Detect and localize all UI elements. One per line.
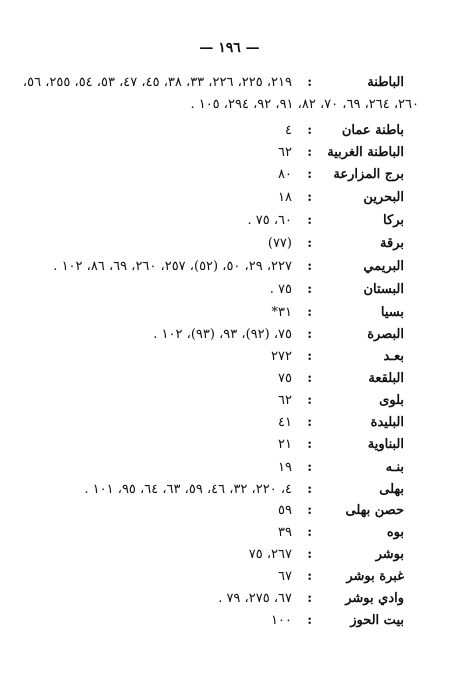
entry-term: برقة <box>380 236 404 251</box>
entry-term: البريمي <box>363 259 404 274</box>
entry-colon: : <box>307 305 312 320</box>
entry-pages: ٤ <box>285 123 292 138</box>
entry-term: بعـد <box>383 349 404 364</box>
entry-term: البحرين <box>363 190 404 205</box>
entry-colon: : <box>307 437 312 452</box>
entry-pages: ٢٧٢ <box>271 349 292 364</box>
entry-term: برج المزارعة <box>333 167 404 182</box>
entry-continuation: ٢٦٠، ٢٦٤، ٦٩، ٧٠، ٨٢، ٩١، ٩٢، ٢٩٤، ١٠٥ . <box>190 97 419 112</box>
entry-pages: ٦٢ <box>278 393 292 408</box>
entry-pages: ٧٥ . <box>269 282 292 297</box>
entry-pages: ١٨ <box>278 190 292 205</box>
entry-colon: : <box>307 236 312 251</box>
entry-term: الباطنة <box>367 75 404 90</box>
entry-term: البصرة <box>367 327 404 342</box>
entry-colon: : <box>307 547 312 562</box>
entry-term: وادي بوشر <box>345 591 404 606</box>
entry-pages: ٢٢٧، ٢٩، ٥٠، (٥٢)، ٢٥٧، ٢٦٠، ٦٩، ٨٦، ١٠٢ . <box>53 259 292 274</box>
entry-pages: ٣٩ <box>278 525 292 540</box>
entry-term: بوشر <box>375 547 404 562</box>
entry-pages: ١٠٠ <box>271 613 292 628</box>
entry-colon: : <box>307 349 312 364</box>
entry-term: بسيا <box>380 305 404 320</box>
entry-pages: ٦٧ <box>278 569 292 584</box>
entry-colon: : <box>307 591 312 606</box>
entry-colon: : <box>307 327 312 342</box>
entry-colon: : <box>307 525 312 540</box>
entry-pages: ٣١* <box>271 305 292 320</box>
entry-term: بوه <box>386 525 404 540</box>
entry-colon: : <box>307 259 312 274</box>
entry-colon: : <box>307 482 312 497</box>
entry-colon: : <box>307 569 312 584</box>
entry-colon: : <box>307 371 312 386</box>
entry-colon: : <box>307 213 312 228</box>
entry-term: البلقعة <box>368 371 404 386</box>
entry-colon: : <box>307 190 312 205</box>
entry-term: بيت الحوز <box>350 613 404 628</box>
entry-colon: : <box>307 613 312 628</box>
entry-colon: : <box>307 123 312 138</box>
entry-term: باطنة عمان <box>341 123 404 138</box>
entry-pages: ٧٥ <box>278 371 292 386</box>
entry-term: بنـه <box>385 460 404 475</box>
entry-colon: : <box>307 393 312 408</box>
page-number-header: — ١٩٦ — <box>199 40 260 56</box>
entry-pages: ٦٠، ٧٥ . <box>247 213 292 228</box>
entry-pages: ٧٥، (٩٢)، ٩٣، (٩٣)، ١٠٢ . <box>153 327 292 342</box>
entry-colon: : <box>307 75 312 90</box>
entry-pages: ٢١٩، ٢٢٥، ٢٢٦، ٣٣، ٣٨، ٤٥، ٤٧، ٥٣، ٥٤، ٢٥٥، ٥٦، <box>22 75 292 90</box>
entry-term: غبرة بوشر <box>346 569 404 584</box>
entry-pages: ٦٧، ٢٧٥، ٧٩ . <box>218 591 292 606</box>
entry-colon: : <box>307 282 312 297</box>
entry-colon: : <box>307 503 312 518</box>
entry-term: بلوى <box>379 393 404 408</box>
entry-pages: ٨٠ <box>278 167 292 182</box>
entry-pages: ٤١ <box>278 415 292 430</box>
entry-pages: ١٩ <box>278 460 292 475</box>
entry-term: بركا <box>383 213 404 228</box>
entry-pages: (٧٧) <box>267 236 292 251</box>
entry-term: الباطنة الغربية <box>327 145 404 160</box>
entry-colon: : <box>307 415 312 430</box>
entry-pages: ٥٩ <box>278 503 292 518</box>
entry-colon: : <box>307 145 312 160</box>
entry-term: البناوية <box>367 437 404 452</box>
entry-colon: : <box>307 167 312 182</box>
entry-term: حصن بهلى <box>345 503 404 518</box>
entry-term: بهلى <box>379 482 404 497</box>
entry-pages: ٢٦٧، ٧٥ <box>248 547 292 562</box>
entry-pages: ٦٢ <box>278 145 292 160</box>
entry-term: البستان <box>363 282 404 297</box>
entry-colon: : <box>307 460 312 475</box>
entry-pages: ٢١ <box>278 437 292 452</box>
entry-term: البليدة <box>370 415 404 430</box>
entry-pages: ٤، ٢٢٠، ٣٢، ٤٦، ٥٩، ٦٣، ٦٤، ٩٥، ١٠١ . <box>84 482 292 497</box>
